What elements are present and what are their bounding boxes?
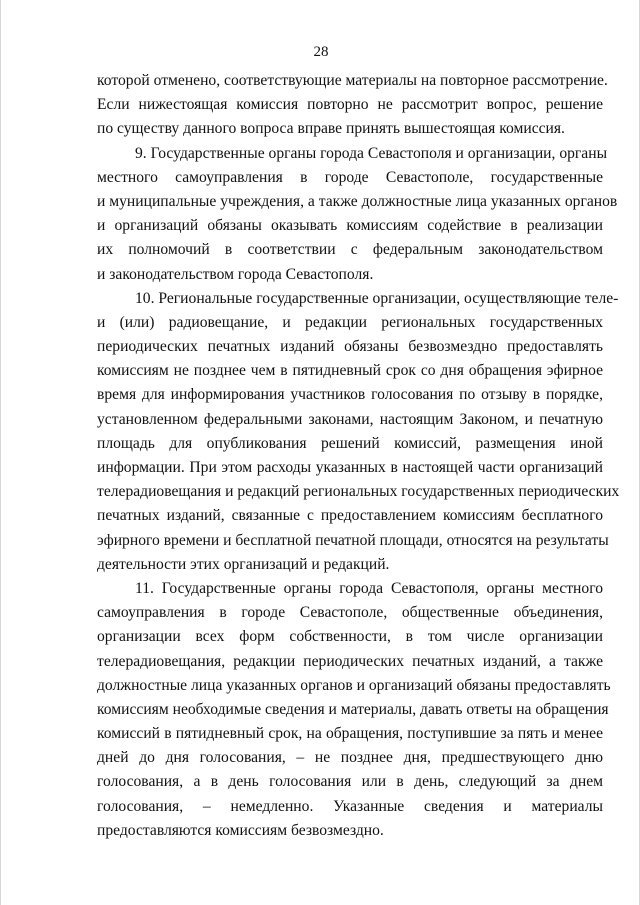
paragraph-item-11 <box>97 577 611 843</box>
text-line: телерадиовещания, редакции периодических печатных изданий, а также <box>97 652 603 670</box>
page-number: 28 <box>313 44 329 60</box>
text-line: эфирного времени и бесплатной печатной площади, относятся на результаты <box>97 531 609 549</box>
text-line: комиссиям необходимые сведения и материалы, давать ответы на обращения <box>97 700 609 718</box>
text-line: и законодательством города Севастополя. <box>97 265 374 283</box>
text-line: дней до дня голосования, – не позднее дня, предшествующего дню <box>97 749 603 767</box>
paragraph-item-10 <box>97 287 620 577</box>
text-line: 11. Государственные органы города Севастополя, органы местного <box>135 579 603 597</box>
text-line: организации всех форм собственности, в том числе организации <box>97 628 603 646</box>
document-text <box>97 69 620 843</box>
text-line: самоуправления в городе Севастополе, общественные объединения, <box>97 604 603 622</box>
text-line: должностные лица указанных органов и организаций обязаны предоставлять <box>97 676 611 694</box>
text-line: 9. Государственные органы города Севастополя и организации, органы <box>135 144 608 162</box>
text-line: местного самоуправления в городе Севастополе, государственные <box>97 168 603 186</box>
text-line: периодических печатных изданий обязаны безвозмездно предоставлять <box>97 338 603 356</box>
text-line: установленном федеральными законами, настоящим Законом, и печатную <box>97 410 603 428</box>
text-line: и муниципальные учреждения, а также должностные лица указанных органов <box>97 192 618 210</box>
text-line: комиссиям не позднее чем в пятидневный срок со дня обращения эфирное <box>97 362 603 380</box>
text-line: их полномочий в соответствии с федеральным законодательством <box>97 241 603 259</box>
text-line: которой отменено, соответствующие материалы на повторное рассмотрение. <box>97 72 608 89</box>
text-line: деятельности этих организаций и редакций. <box>97 555 390 573</box>
text-line: по существу данного вопроса вправе принять вышестоящая комиссия. <box>97 120 565 138</box>
text-line: 10. Региональные государственные организации, осуществляющие теле- <box>135 289 619 307</box>
text-line: площадь для опубликования решений комиссий, размещения иной <box>97 434 603 452</box>
text-line: и (или) радиовещание, и редакции региональных государственных <box>97 313 603 331</box>
text-line: информации. При этом расходы указанных в настоящей части организаций <box>97 459 603 476</box>
text-line: печатных изданий, связанные с предоставлением комиссиям бесплатного <box>97 507 603 525</box>
text-line: голосования, – немедленно. Указанные сведения и материалы <box>97 797 603 815</box>
text-line: телерадиовещания и редакций региональных государственных периодических <box>97 483 620 501</box>
text-line: и организаций обязаны оказывать комиссиям содействие в реализации <box>97 217 603 235</box>
paragraph-item-9 <box>97 142 618 287</box>
text-line: время для информирования участников голосования по отзыву в порядке, <box>97 386 603 404</box>
text-line: предоставляются комиссиям безвозмездно. <box>97 821 384 839</box>
text-line: голосования, а в день голосования или в день, следующий за днем <box>97 773 603 791</box>
text-line: Если нижестоящая комиссия повторно не рассмотрит вопрос, решение <box>97 96 603 114</box>
text-line: комиссий в пятидневный срок, на обращения, поступившие за пять и менее <box>97 725 603 743</box>
paragraph-continuation <box>97 69 608 142</box>
